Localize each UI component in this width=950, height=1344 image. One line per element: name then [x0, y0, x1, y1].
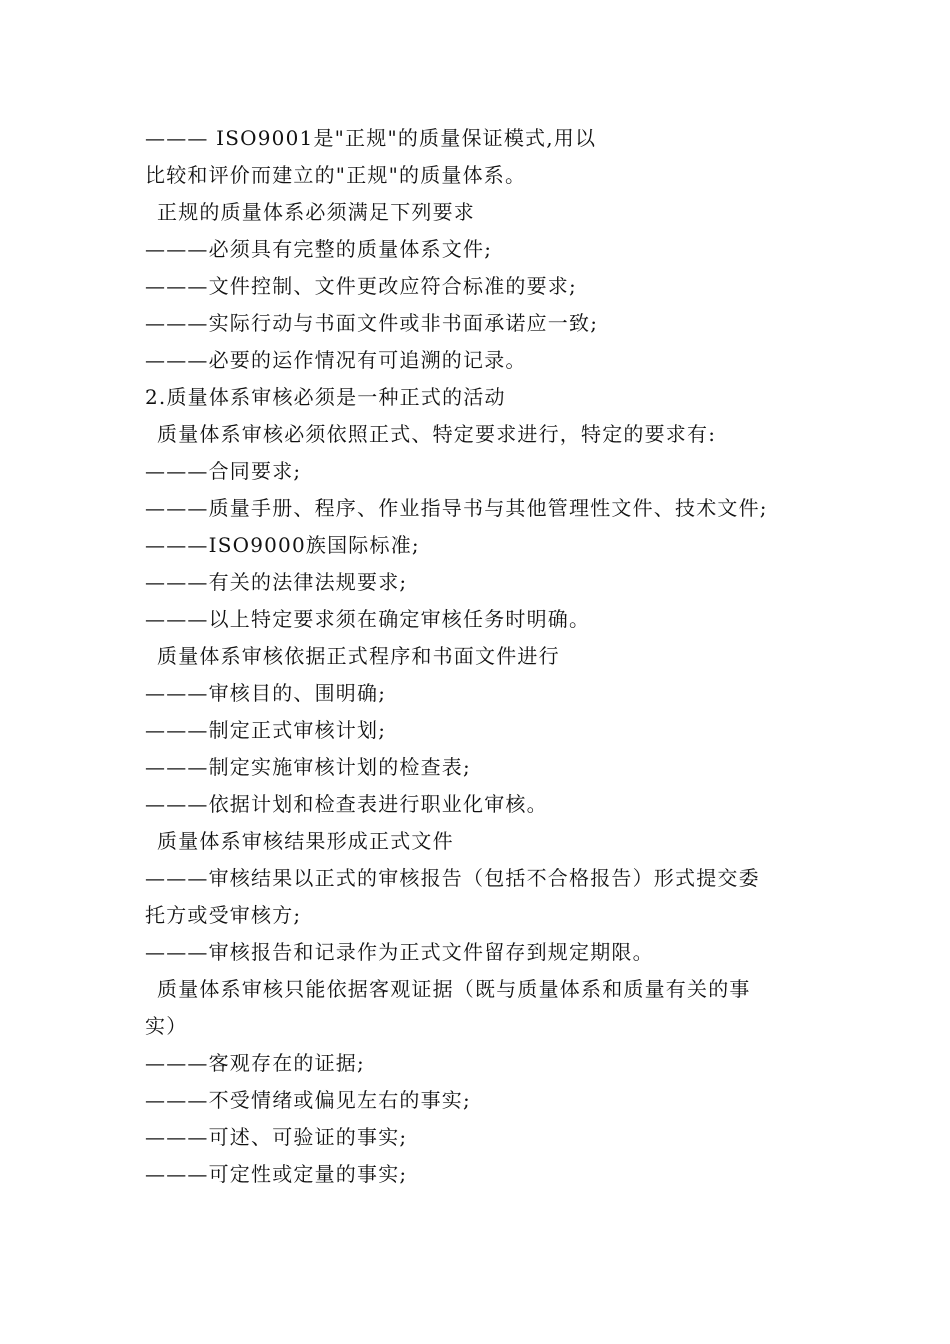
list-item: ———合同要求;	[145, 459, 302, 483]
list-item: ———依据计划和检查表进行职业化审核。	[145, 792, 548, 816]
list-item: ———审核报告和记录作为正式文件留存到规定期限。	[145, 940, 654, 964]
section-heading: 正规的质量体系必须满足下列要求	[157, 200, 475, 224]
list-item: ———实际行动与书面文件或非书面承诺应一致;	[145, 311, 599, 335]
list-item: ———审核结果以正式的审核报告（包括不合格报告）形式提交委	[145, 866, 760, 890]
list-item: ———ISO9000族国际标准;	[145, 533, 420, 557]
section-heading: 质量体系审核只能依据客观证据（既与质量体系和质量有关的事	[157, 977, 751, 1001]
list-item: ———可定性或定量的事实;	[145, 1162, 408, 1186]
list-item: ———质量手册、程序、作业指导书与其他管理性文件、技术文件;	[145, 496, 768, 520]
section-heading: 质量体系审核必须依照正式、特定要求进行，特定的要求有:	[157, 422, 717, 446]
list-item: ———以上特定要求须在确定审核任务时明确。	[145, 607, 591, 631]
list-item: ———客观存在的证据;	[145, 1051, 365, 1075]
list-item: ———必要的运作情况有可追溯的记录。	[145, 348, 527, 372]
numbered-heading: 2.质量体系审核必须是一种正式的活动	[145, 385, 506, 409]
text-line: 比较和评价而建立的"正规"的质量体系。	[145, 163, 527, 187]
list-item-continuation: 托方或受审核方;	[145, 903, 302, 927]
list-item: ———文件控制、文件更改应符合标准的要求;	[145, 274, 577, 298]
list-item: ———有关的法律法规要求;	[145, 570, 408, 594]
list-item: ———制定正式审核计划;	[145, 718, 387, 742]
list-item: ———可述、可验证的事实;	[145, 1125, 408, 1149]
document-body	[145, 120, 825, 1193]
section-heading-continuation: 实）	[145, 1014, 188, 1038]
section-heading: 质量体系审核结果形成正式文件	[157, 829, 454, 853]
list-item: ———不受情绪或偏见左右的事实;	[145, 1088, 471, 1112]
text-line: ——— ISO9001是"正规"的质量保证模式,用以	[145, 126, 597, 150]
list-item: ———审核目的、围明确;	[145, 681, 387, 705]
list-item: ———必须具有完整的质量体系文件;	[145, 237, 493, 261]
section-heading: 质量体系审核依据正式程序和书面文件进行	[157, 644, 560, 668]
list-item: ———制定实施审核计划的检查表;	[145, 755, 471, 779]
